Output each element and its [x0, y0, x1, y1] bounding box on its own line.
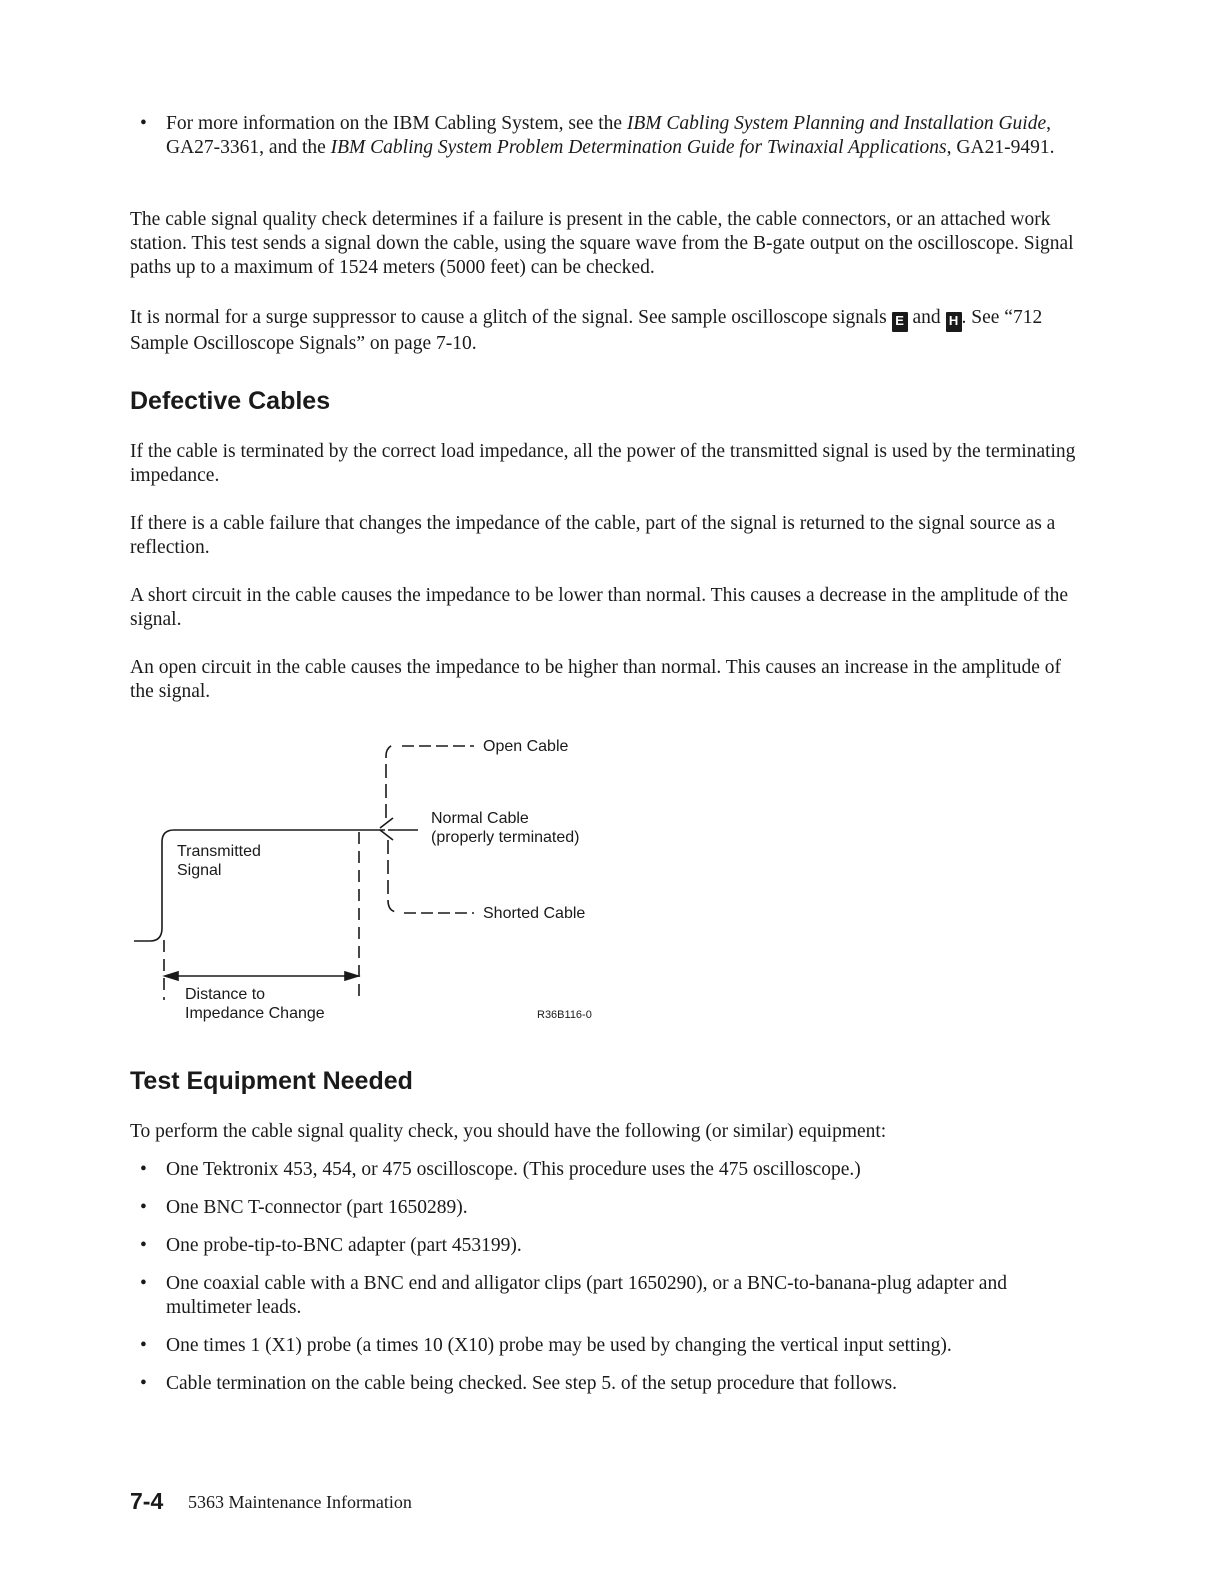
shorted-cable-branch — [388, 840, 398, 912]
bullet-glyph: • — [140, 1235, 147, 1256]
intro-text-1: For more information on the IBM Cabling System, see the — [166, 113, 627, 134]
page-number: 7-4 — [130, 1488, 164, 1514]
defective-para-2: If there is a cable failure that changes the impedance of the cable, part of the signal is returned to the signal source as a reflection. — [130, 513, 1056, 558]
surge-text-2: and — [907, 307, 946, 328]
signal-e-badge: E — [892, 312, 908, 332]
bullet-glyph: • — [140, 1197, 147, 1218]
defective-para-3: A short circuit in the cable causes the impedance to be lower than normal. This causes a decrease in the amplitude of the signal. — [130, 585, 1069, 630]
equipment-item — [140, 1334, 1080, 1358]
defective-cables-heading: Defective Cables — [130, 387, 331, 415]
defective-para-1: If the cable is terminated by the correct load impedance, all the power of the transmitted signal is used by the terminating impedance. — [130, 441, 1076, 486]
surge-text-3: . See “712 Sample Oscilloscope Signals” on page 7-10. — [130, 307, 1043, 354]
test-equipment-heading: Test Equipment Needed — [130, 1067, 413, 1095]
bullet-glyph: • — [140, 113, 147, 134]
normal-cable-label: Normal Cable — [431, 810, 529, 827]
equipment-item-text: Cable termination on the cable being checked. See step 5. of the setup procedure that follows. — [166, 1373, 898, 1394]
impedance-change-label: Impedance Change — [185, 1005, 325, 1022]
transmitted-label: Transmitted — [177, 843, 261, 860]
defective-para-4: An open circuit in the cable causes the impedance to be higher than normal. This causes an increase in the amplitude of the signal. — [130, 657, 1061, 702]
distance-label: Distance to — [185, 986, 266, 1003]
equipment-item-text: One times 1 (X1) probe (a times 10 (X10) probe may be used by changing the vertical input setting). — [166, 1335, 952, 1356]
signal-label: Signal — [177, 862, 222, 879]
planning-guide-title: IBM Cabling System Planning and Installation Guide — [626, 113, 1047, 134]
pd-guide-title: IBM Cabling System Problem Determination Guide for Twinaxial Applications — [330, 137, 947, 158]
normal-cable-pointer — [380, 818, 418, 840]
bullet-glyph: • — [140, 1373, 147, 1394]
equipment-item — [140, 1234, 1080, 1258]
open-cable-label: Open Cable — [483, 738, 569, 755]
signal-h-badge: H — [946, 312, 962, 332]
equipment-item — [140, 1196, 1080, 1220]
properly-terminated-label: (properly terminated) — [431, 829, 580, 846]
equipment-item — [140, 1272, 1080, 1320]
open-cable-branch — [386, 744, 396, 818]
distance-arrow-left-head — [165, 972, 178, 980]
distance-arrow-right-head — [345, 972, 358, 980]
intro-text-3: , GA21-9491. — [946, 137, 1055, 158]
figure-id: R36B116-0 — [537, 1009, 592, 1021]
test-intro-paragraph: To perform the cable signal quality check, you should have the following (or similar) equipment: — [130, 1121, 887, 1142]
equipment-item-text: One BNC T-connector (part 1650289). — [166, 1197, 468, 1218]
footer-title: 5363 Maintenance Information — [188, 1492, 412, 1512]
equipment-item-text: One coaxial cable with a BNC end and alligator clips (part 1650290), or a BNC-to-banana-plug adapter and multimeter leads. — [166, 1273, 1007, 1318]
bullet-glyph: • — [140, 1159, 147, 1180]
bullet-glyph: • — [140, 1335, 147, 1356]
intro-text-2: , GA27-3361, and the — [166, 113, 1051, 158]
quality-check-paragraph: The cable signal quality check determines if a failure is present in the cable, the cable connectors, or an attached work station. This test sends a signal down the cable, using the square wave from the B-gate output on the oscilloscope. Signal paths up to a maximum of 1524 meters (5000 feet) can be checked. — [130, 209, 1074, 278]
surge-text-1: It is normal for a surge suppressor to cause a glitch of the signal. See sample oscilloscope signals — [130, 307, 892, 328]
equipment-item — [140, 1158, 1080, 1182]
equipment-item-text: One Tektronix 453, 454, or 475 oscilloscope. (This procedure uses the 475 oscilloscope.) — [166, 1159, 861, 1180]
surge-paragraph — [130, 306, 1080, 356]
bullet-glyph: • — [140, 1273, 147, 1294]
equipment-item — [140, 1372, 1080, 1396]
intro-bullet — [140, 112, 1080, 160]
equipment-item-text: One probe-tip-to-BNC adapter (part 453199). — [166, 1235, 522, 1256]
intro-bullet-text — [166, 112, 1080, 160]
shorted-cable-label: Shorted Cable — [483, 905, 586, 922]
